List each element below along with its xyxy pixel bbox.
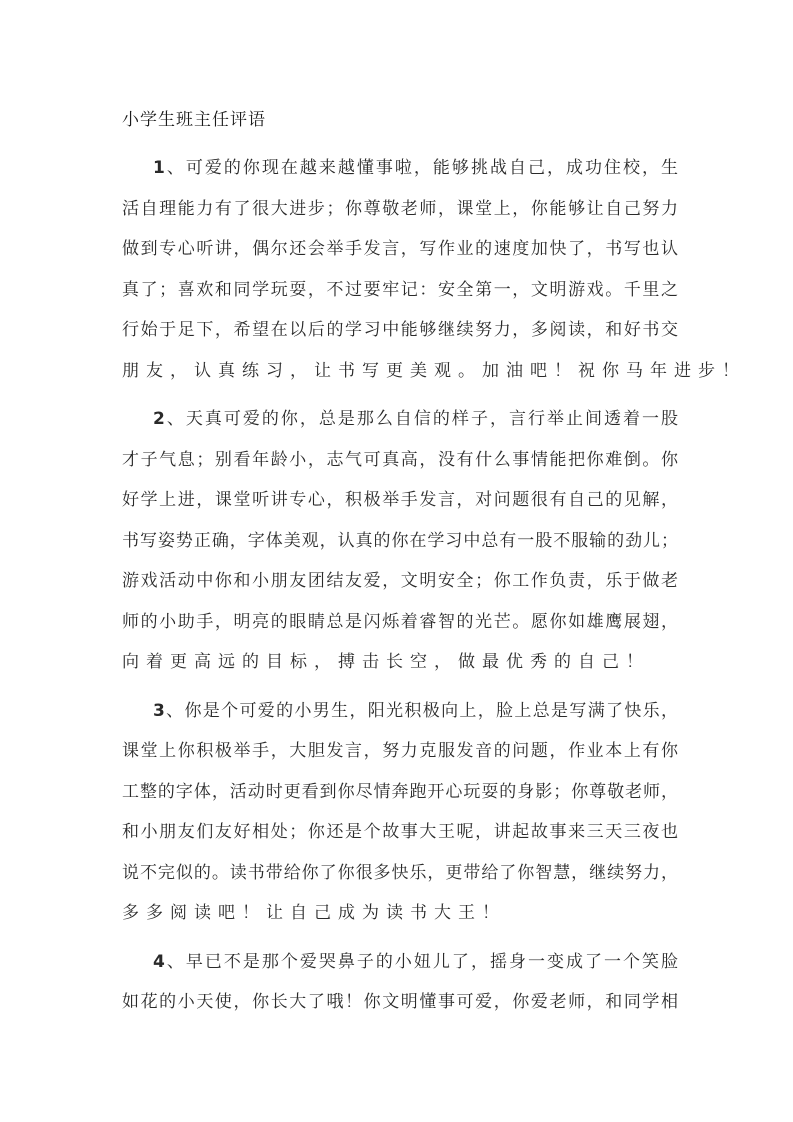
line-text: 书写姿势正确，字体美观，认真的你在学习中总有一股不服输的劲儿； <box>122 530 678 551</box>
paragraph-line <box>122 351 746 392</box>
line-text: 游戏活动中你和小朋友团结友爱，文明安全；你工作负责，乐于做老 <box>122 571 678 591</box>
paragraph-line <box>122 440 678 481</box>
paragraph-line <box>122 189 678 230</box>
line-text: 行始于足下，希望在以后的学习中能够继续努力，多阅读，和好书交 <box>122 320 678 340</box>
paragraph-line <box>122 812 678 853</box>
line-text: 向着更高远的目标，搏击长空，做最优秀的自己！ <box>122 652 650 672</box>
paragraph-line <box>122 310 678 351</box>
comment-number: 1 <box>153 158 165 178</box>
line-text: 做到专心听讲，偶尔还会举手发言，写作业的速度加快了，书写也认 <box>122 239 678 259</box>
line-text: 说不完似的。读书带给你了你很多快乐，更带给了你智慧，继续努力， <box>122 862 678 883</box>
paragraph-line <box>122 691 678 732</box>
line-text: 才子气息；别看年龄小，志气可真高，没有什么事情能把你难倒。你 <box>122 449 678 470</box>
paragraph-line <box>122 229 678 270</box>
comment-paragraph <box>122 399 678 683</box>
line-text: 如花的小天使，你长大了哦！你文明懂事可爱，你爱老师，和同学相 <box>122 992 678 1012</box>
paragraph-line <box>122 942 678 983</box>
line-text: 课堂上你积极举手，大胆发言，努力克服发音的问题，作业本上有你 <box>122 741 678 761</box>
comment-paragraph <box>122 942 678 1023</box>
comment-number: 4 <box>153 951 165 972</box>
paragraph-line <box>122 602 678 643</box>
paragraph-line <box>122 731 678 772</box>
comment-paragraph <box>122 691 678 934</box>
paragraph-line <box>122 772 678 813</box>
document-page <box>122 100 746 1023</box>
paragraph-line <box>122 561 678 602</box>
paragraph-line <box>122 521 678 562</box>
paragraph-line <box>122 853 678 894</box>
comments-list <box>122 148 746 1023</box>
paragraph-line <box>122 399 678 440</box>
paragraph-line <box>122 893 678 934</box>
line-text: 工整的字体，活动时更看到你尽情奔跑开心玩耍的身影；你尊敬老师， <box>122 781 678 802</box>
comment-paragraph <box>122 148 746 391</box>
line-text: 和小朋友们友好相处；你还是个故事大王呢，讲起故事来三天三夜也 <box>122 822 678 842</box>
comment-number: 3 <box>153 700 165 721</box>
line-text: 、早已不是那个爱哭鼻子的小妞儿了，摇身一变成了一个笑脸 <box>164 951 678 972</box>
comment-number: 2 <box>153 409 165 429</box>
paragraph-line <box>122 982 678 1023</box>
paragraph-line <box>122 642 678 683</box>
paragraph-line <box>122 480 678 521</box>
document-title: 小学生班主任评语 <box>122 110 266 130</box>
line-text: 、天真可爱的你，总是那么自信的样子，言行举止间透着一股 <box>164 409 678 429</box>
line-text: 活自理能力有了很大进步；你尊敬老师，课堂上，你能够让自己努力 <box>122 198 678 219</box>
paragraph-line <box>122 148 678 189</box>
line-text: 、你是个可爱的小男生，阳光积极向上，脸上总是写满了快乐， <box>164 700 678 721</box>
line-text: 多多阅读吧！让自己成为读书大王！ <box>122 903 506 923</box>
line-text: 好学上进，课堂听讲专心，积极举手发言，对问题很有自己的见解， <box>122 490 678 510</box>
line-text: 师的小助手，明亮的眼睛总是闪烁着睿智的光芒。愿你如雄鹰展翅， <box>122 611 678 632</box>
paragraph-line <box>122 270 678 311</box>
line-text: 真了；喜欢和同学玩耍，不过要牢记：安全第一，文明游戏。千里之 <box>122 279 678 300</box>
line-text: 朋友，认真练习，让书写更美观。加油吧！祝你马年进步！ <box>122 360 746 381</box>
line-text: 、可爱的你现在越来越懂事啦，能够挑战自己，成功住校，生 <box>164 158 678 178</box>
